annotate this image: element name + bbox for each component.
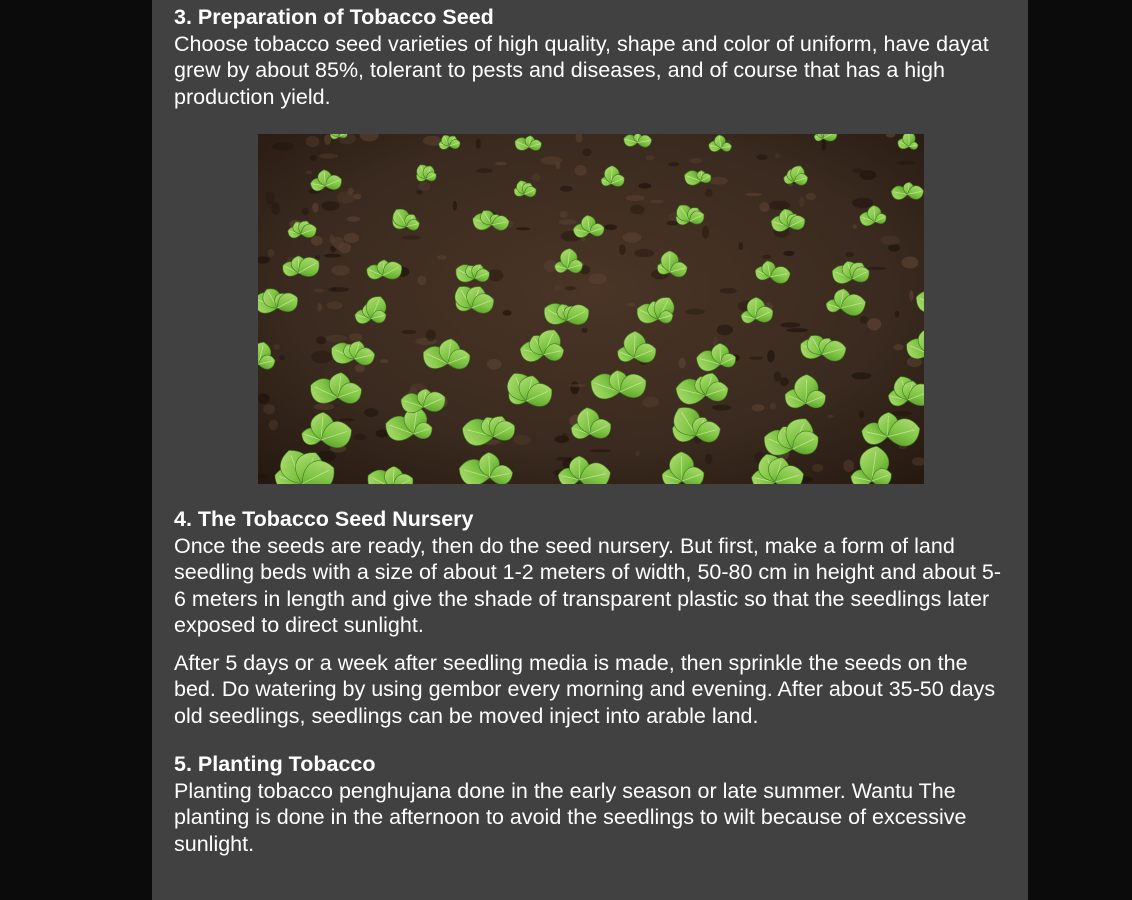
paragraph-nursery-2: After 5 days or a week after seedling media is made, then sprinkle the seeds on the bed. Do watering by using gembor every morning and evening. After about 35-50 days old seedlings, seedlings can be moved inject into arable land. [174,650,996,728]
paragraph-preparation: Choose tobacco seed varieties of high quality, shape and color of uniform, have dayat grew by about 85%, tolerant to pests and diseases, and of course that has a high production yield. [174,31,989,109]
tobacco-seedlings-photo [258,134,924,484]
section-title-preparation: 3. Preparation of Tobacco Seed [174,5,494,29]
paragraph-planting: Planting tobacco penghujana done in the early season or late summer. Wantu The planting is done in the afternoon to avoid the seedlings to wilt because of excessive sunlight. [174,778,967,856]
paragraph-nursery-1: Once the seeds are ready, then do the seed nursery. But first, make a form of land seedling beds with a size of about 1-2 meters of width, 50-80 cm in height and about 5-6 meters in length and give the shade of transparent plastic so that the seedlings later exposed to direct sunlight. [174,533,1002,637]
section-title-nursery: 4. The Tobacco Seed Nursery [174,507,474,531]
section-title-planting: 5. Planting Tobacco [174,752,376,776]
seedlings-illustration [258,134,924,484]
article-column [152,0,1028,900]
